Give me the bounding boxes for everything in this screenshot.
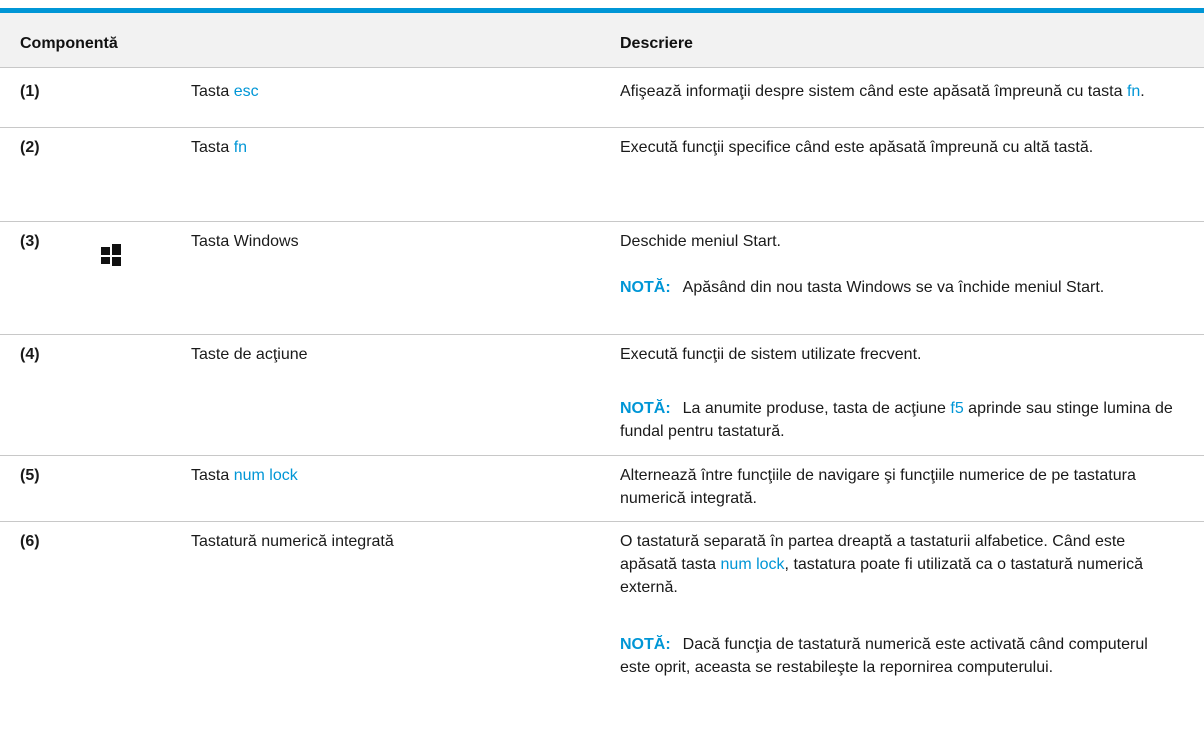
row-number: (1): [20, 83, 40, 100]
row-divider: [0, 521, 1204, 522]
component-description: [620, 80, 1180, 103]
windows-key-icon: [101, 244, 121, 266]
note-label: NOTĂ:: [620, 636, 671, 653]
row-number: (2): [20, 139, 40, 156]
note: [620, 397, 1180, 443]
name-text: Tasta: [191, 467, 234, 484]
num-lock-link[interactable]: num lock: [720, 556, 785, 573]
note-text: aprinde sau stinge lumina de fundal pentru tastatură.: [620, 400, 1173, 440]
component-name: Taste de acţiune: [191, 346, 308, 363]
row-divider: [0, 455, 1204, 456]
component-description: Alternează între funcţiile de navigare şi funcţiile numerice de pe tastatura numerică integrată.: [620, 467, 1136, 507]
component-description: Execută funcţii specifice când este apăsată împreună cu altă tastă.: [620, 139, 1094, 156]
esc-link[interactable]: esc: [233, 83, 259, 100]
component-description: Deschide meniul Start.: [620, 233, 781, 250]
fn-link[interactable]: fn: [1126, 83, 1141, 100]
desc-text: , tastatura poate fi utilizată ca o tastatură numerică externă.: [620, 556, 1143, 596]
note-label: NOTĂ:: [620, 279, 671, 296]
header-component: Componentă: [20, 35, 118, 52]
component-name: [191, 136, 247, 159]
row-divider: [0, 221, 1204, 222]
f5-link[interactable]: f5: [950, 400, 964, 417]
note-label: NOTĂ:: [620, 400, 671, 417]
component-name: Tastatură numerică integrată: [191, 533, 394, 550]
note-text: La anumite produse, tasta de acţiune: [682, 400, 951, 417]
note-text: Dacă funcţia de tastatură numerică este activată când computerul este oprit, aceasta se restabileşte la repornirea computerului.: [620, 636, 1148, 676]
row-number: (6): [20, 533, 40, 550]
component-description: Execută funcţii de sistem utilizate frecvent.: [620, 346, 922, 363]
component-description: [620, 530, 1180, 599]
row-number: (3): [20, 233, 40, 250]
desc-text: Afişează informaţii despre sistem când este apăsată împreună cu tasta: [620, 83, 1127, 100]
table-header: [0, 13, 1204, 68]
component-name: [191, 464, 298, 487]
component-name: [191, 80, 259, 103]
desc-text: .: [1140, 83, 1145, 100]
row-number: (5): [20, 467, 40, 484]
num-lock-link[interactable]: num lock: [233, 467, 298, 484]
name-text: Tasta: [191, 139, 234, 156]
row-divider: [0, 127, 1204, 128]
row-number: (4): [20, 346, 40, 363]
note: [620, 276, 1180, 299]
desc-text: O tastatură separată în partea dreaptă a tastaturii alfabetice. Când este apăsată tasta: [620, 533, 1126, 573]
name-text: Tasta: [191, 83, 234, 100]
fn-link[interactable]: fn: [233, 139, 248, 156]
component-name: Tasta Windows: [191, 233, 299, 250]
header-description: Descriere: [620, 35, 693, 52]
note-text: Apăsând din nou tasta Windows se va închide meniul Start.: [682, 279, 1105, 296]
note: [620, 633, 1180, 679]
row-divider: [0, 334, 1204, 335]
